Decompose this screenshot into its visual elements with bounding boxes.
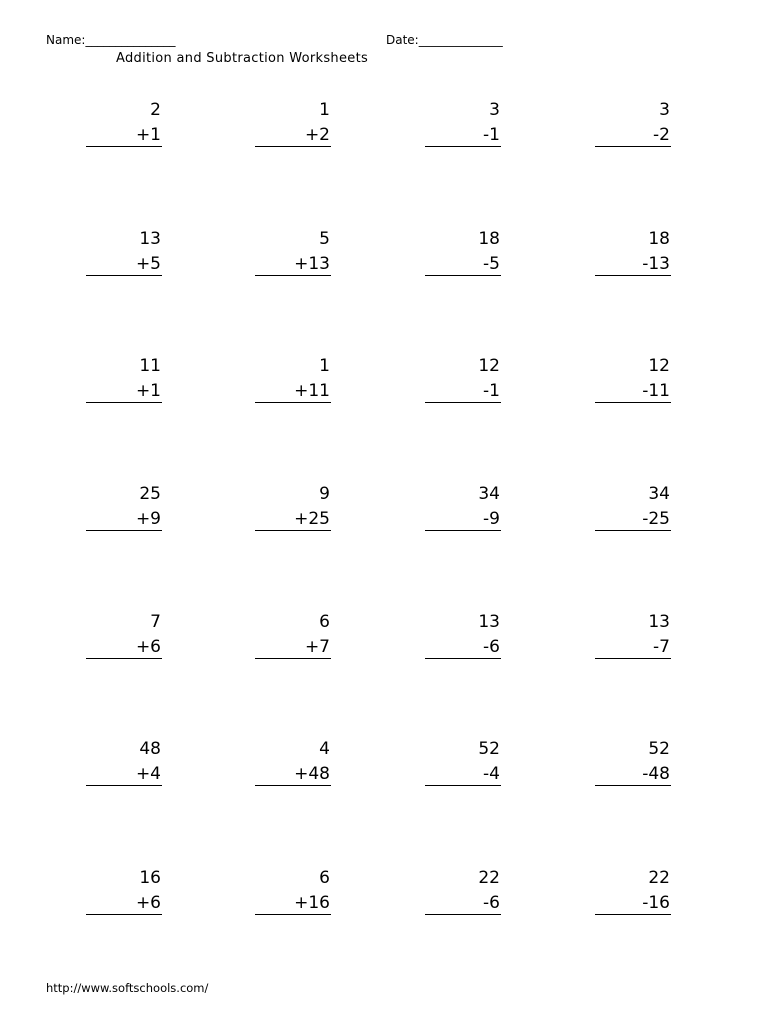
problem-r3-c1 [86,356,162,404]
problem-top-number: 52 [648,739,670,759]
problem-r3-c4 [595,356,671,404]
answer-line [595,275,671,276]
problem-top-number: 13 [648,612,670,632]
answer-line [86,658,162,659]
problem-top-number: 1 [319,356,330,376]
problem-top-number: 12 [648,356,670,376]
answer-line [595,914,671,915]
answer-line [425,914,501,915]
problem-r6-c4 [595,739,671,787]
problem-r5-c4 [595,612,671,660]
answer-line [255,785,331,786]
problem-top-number: 34 [648,484,670,504]
problem-r6-c3 [425,739,501,787]
answer-line [86,785,162,786]
answer-line [425,402,501,403]
problem-top-number: 16 [139,868,161,888]
answer-line [595,146,671,147]
answer-line [425,530,501,531]
problem-bottom-number: -9 [483,509,500,529]
answer-line [595,530,671,531]
problem-r4-c4 [595,484,671,532]
answer-line [595,402,671,403]
answer-line [86,275,162,276]
problem-bottom-number: -48 [642,764,670,784]
problem-top-number: 18 [648,229,670,249]
problem-r2-c4 [595,229,671,277]
problem-top-number: 13 [478,612,500,632]
problem-bottom-number: -16 [642,893,670,913]
problem-top-number: 11 [139,356,161,376]
problem-r5-c2 [255,612,331,660]
problem-top-number: 3 [489,100,500,120]
problem-top-number: 34 [478,484,500,504]
problem-r2-c3 [425,229,501,277]
footer-url: http://www.softschools.com/ [46,981,209,995]
problem-r5-c1 [86,612,162,660]
problem-top-number: 9 [319,484,330,504]
answer-line [255,914,331,915]
problem-bottom-number: -13 [642,254,670,274]
problem-r4-c3 [425,484,501,532]
problem-bottom-number: +48 [294,764,330,784]
answer-line [425,785,501,786]
problem-r3-c2 [255,356,331,404]
worksheet-title: Addition and Subtraction Worksheets [116,51,369,66]
answer-line [86,146,162,147]
problem-bottom-number: -11 [642,381,670,401]
problem-bottom-number: +13 [294,254,330,274]
problem-r2-c1 [86,229,162,277]
problem-r4-c1 [86,484,162,532]
problem-bottom-number: -6 [483,637,500,657]
problem-top-number: 18 [478,229,500,249]
problem-r7-c3 [425,868,501,916]
answer-line [425,146,501,147]
answer-line [255,146,331,147]
problem-r7-c4 [595,868,671,916]
problem-top-number: 7 [150,612,161,632]
answer-line [255,658,331,659]
problem-top-number: 2 [150,100,161,120]
problem-bottom-number: +16 [294,893,330,913]
problem-top-number: 48 [139,739,161,759]
problem-bottom-number: -4 [483,764,500,784]
problem-bottom-number: +25 [294,509,330,529]
problem-bottom-number: +6 [135,637,161,657]
problem-top-number: 6 [319,612,330,632]
problem-r6-c2 [255,739,331,787]
problem-r7-c1 [86,868,162,916]
problem-bottom-number: +5 [135,254,161,274]
date-field-label: Date:______________ [386,33,503,47]
problem-top-number: 25 [139,484,161,504]
problem-r1-c3 [425,100,501,148]
problem-bottom-number: +6 [135,893,161,913]
name-field-label: Name:_______________ [46,33,176,47]
problem-r7-c2 [255,868,331,916]
answer-line [86,914,162,915]
problem-top-number: 3 [659,100,670,120]
problem-bottom-number: +11 [294,381,330,401]
answer-line [255,275,331,276]
problem-top-number: 52 [478,739,500,759]
problem-bottom-number: +2 [304,125,330,145]
answer-line [595,785,671,786]
answer-line [86,402,162,403]
problem-bottom-number: -5 [483,254,500,274]
problem-bottom-number: -7 [653,637,670,657]
answer-line [425,658,501,659]
answer-line [255,402,331,403]
problem-top-number: 6 [319,868,330,888]
answer-line [86,530,162,531]
problem-bottom-number: +4 [135,764,161,784]
problem-bottom-number: -25 [642,509,670,529]
problem-top-number: 22 [648,868,670,888]
problem-bottom-number: -2 [653,125,670,145]
problem-bottom-number: +9 [135,509,161,529]
problem-top-number: 4 [319,739,330,759]
problem-r3-c3 [425,356,501,404]
problem-bottom-number: -1 [483,381,500,401]
problem-r1-c1 [86,100,162,148]
problem-top-number: 5 [319,229,330,249]
problem-r1-c4 [595,100,671,148]
answer-line [425,275,501,276]
problem-bottom-number: +1 [135,125,161,145]
problem-top-number: 13 [139,229,161,249]
answer-line [595,658,671,659]
problem-top-number: 12 [478,356,500,376]
problem-bottom-number: +1 [135,381,161,401]
problem-r2-c2 [255,229,331,277]
problem-bottom-number: -6 [483,893,500,913]
problem-r5-c3 [425,612,501,660]
problem-r6-c1 [86,739,162,787]
problem-top-number: 22 [478,868,500,888]
problem-top-number: 1 [319,100,330,120]
problem-r4-c2 [255,484,331,532]
answer-line [255,530,331,531]
problem-bottom-number: -1 [483,125,500,145]
problem-r1-c2 [255,100,331,148]
problem-bottom-number: +7 [304,637,330,657]
